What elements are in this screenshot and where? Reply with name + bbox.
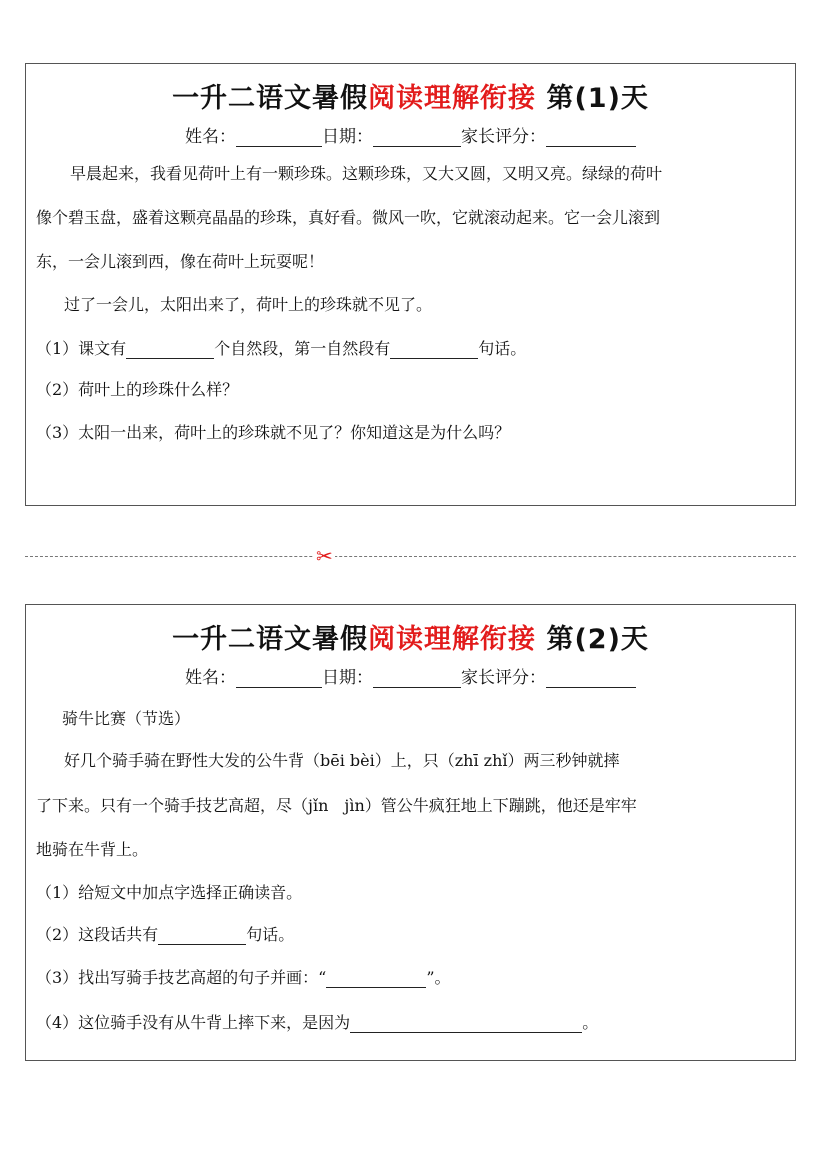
answer-blank[interactable] bbox=[390, 340, 478, 359]
question-text: （1）课文有 bbox=[36, 339, 127, 358]
question-1: （1）给短文中加点字选择正确读音。 bbox=[36, 883, 303, 902]
title-highlight: 阅读理解衔接 bbox=[368, 83, 537, 114]
passage-line: 东，一会儿滚到西，像在荷叶上玩耍呢！ bbox=[36, 252, 325, 271]
passage-line: 过了一会儿，太阳出来了，荷叶上的珍珠就不见了。 bbox=[64, 295, 433, 314]
info-row bbox=[26, 663, 795, 688]
date-blank[interactable] bbox=[373, 128, 461, 147]
name-label: 姓名： bbox=[185, 668, 236, 688]
answer-blank[interactable] bbox=[350, 1014, 582, 1033]
answer-blank[interactable] bbox=[126, 340, 214, 359]
date-label: 日期： bbox=[322, 127, 373, 147]
page-title bbox=[26, 76, 795, 115]
parent-score-blank[interactable] bbox=[546, 128, 636, 147]
answer-blank[interactable] bbox=[326, 969, 426, 988]
question-2: （2）荷叶上的珍珠什么样？ bbox=[36, 380, 239, 399]
title-prefix: 一升二语文暑假 bbox=[172, 624, 369, 655]
question-1 bbox=[36, 336, 787, 359]
title-highlight: 阅读理解衔接 bbox=[368, 624, 537, 655]
scissors-icon: ✂ bbox=[316, 544, 333, 568]
parent-score-label: 家长评分： bbox=[461, 127, 546, 147]
title-prefix: 一升二语文暑假 bbox=[172, 83, 369, 114]
question-text: （2）这段话共有 bbox=[36, 925, 159, 944]
parent-score-label: 家长评分： bbox=[461, 668, 546, 688]
passage-subtitle: 骑牛比赛（节选） bbox=[62, 709, 191, 728]
passage-line: 像个碧玉盘，盛着这颗亮晶晶的珍珠，真好看。微风一吹，它就滚动起来。它一会儿滚到 bbox=[36, 208, 661, 227]
passage-line: 好几个骑手骑在野性大发的公牛背（bēi bèi）上，只（zhī zhǐ）两三秒钟就摔 bbox=[64, 751, 620, 770]
question-2 bbox=[36, 922, 787, 945]
question-text: 。 bbox=[582, 1013, 599, 1032]
question-text: ”。 bbox=[426, 968, 451, 987]
date-label: 日期： bbox=[322, 668, 373, 688]
question-3: （3）太阳一出来，荷叶上的珍珠就不见了？你知道这是为什么吗？ bbox=[36, 423, 511, 442]
worksheet-day-2 bbox=[25, 604, 796, 1061]
title-day: 第(1)天 bbox=[536, 83, 649, 114]
page-title bbox=[26, 617, 795, 656]
question-text: 句话。 bbox=[478, 339, 527, 358]
passage-line: 早晨起来，我看见荷叶上有一颗珍珠。这颗珍珠，又大又圆，又明又亮。绿绿的荷叶 bbox=[70, 164, 663, 183]
title-day: 第(2)天 bbox=[536, 624, 649, 655]
cut-line bbox=[25, 556, 796, 557]
question-3 bbox=[36, 965, 787, 988]
name-label: 姓名： bbox=[185, 127, 236, 147]
question-text: （4）这位骑手没有从牛背上摔下来，是因为 bbox=[36, 1013, 351, 1032]
answer-blank[interactable] bbox=[158, 926, 246, 945]
question-text: 个自然段，第一自然段有 bbox=[214, 339, 391, 358]
passage-line: 了下来。只有一个骑手技艺高超，尽（jǐn jìn）管公牛疯狂地上下蹦跳，他还是牢牢 bbox=[36, 796, 637, 815]
name-blank[interactable] bbox=[236, 128, 322, 147]
parent-score-blank[interactable] bbox=[546, 669, 636, 688]
question-text: 句话。 bbox=[246, 925, 295, 944]
name-blank[interactable] bbox=[236, 669, 322, 688]
question-text: （3）找出写骑手技艺高超的句子并画：“ bbox=[36, 968, 327, 987]
worksheet-day-1 bbox=[25, 63, 796, 506]
date-blank[interactable] bbox=[373, 669, 461, 688]
passage-line: 地骑在牛背上。 bbox=[36, 840, 149, 859]
info-row bbox=[26, 122, 795, 147]
question-4 bbox=[36, 1010, 787, 1033]
